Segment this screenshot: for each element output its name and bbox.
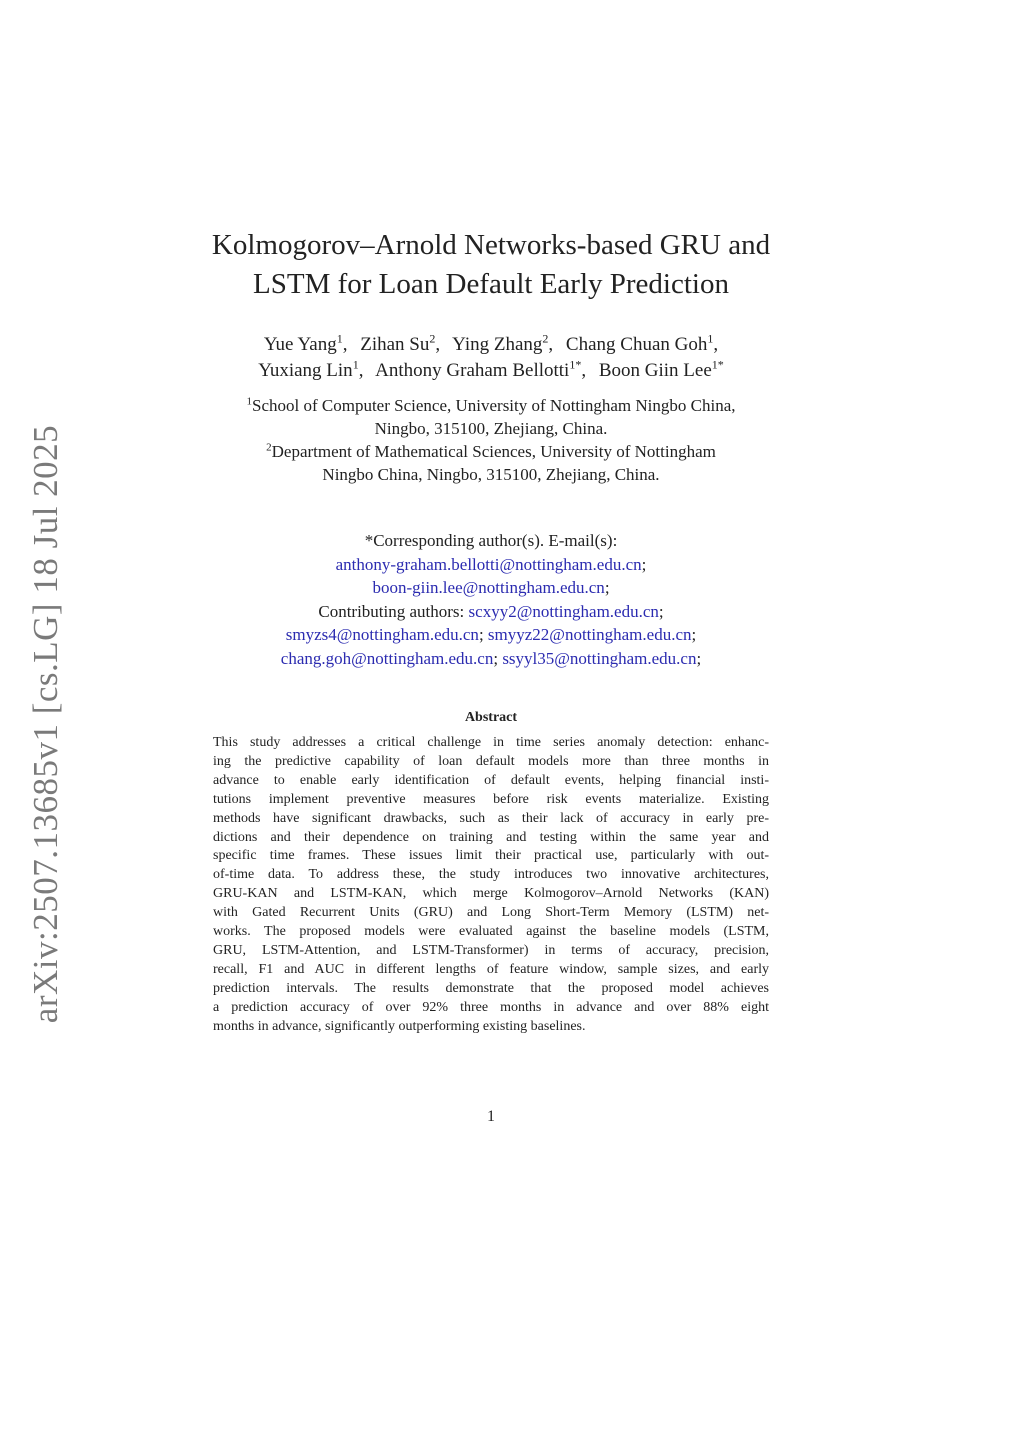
email-line: chang.goh@nottingham.edu.cn; ssyyl35@nottingham.edu.cn; [280,648,702,668]
affiliations [150,394,832,486]
abstract-line: a prediction accuracy of over 92% three months in advance and over 88% eight [213,999,769,1015]
email-link[interactable]: boon-giin.lee@nottingham.edu.cn [372,578,605,597]
correspondence-block [150,529,832,670]
contributing-label: Contributing authors: [318,601,465,621]
abstract-line: prediction intervals. The results demonstrate that the proposed model achieves [213,980,769,996]
abstract-line: months in advance, significantly outperforming existing baselines. [213,1018,586,1034]
abstract-body [213,734,769,1037]
abstract-line: GRU, LSTM-Attention, and LSTM-Transformer) in terms of accuracy, precision, [213,942,769,958]
author-list [150,332,832,384]
abstract-line: methods have significant drawbacks, such as their lack of accuracy in early pre- [213,810,769,826]
email-line: anthony-graham.bellotti@nottingham.edu.cn; [335,554,647,574]
affiliation-2-line-2: Ningbo China, Ningbo, 315100, Zhejiang, China. [322,465,660,484]
abstract-line: specific time frames. These issues limit their practical use, particularly with out- [213,848,769,864]
abstract-line: works. The proposed models were evaluated against the baseline models (LSTM, [213,924,769,940]
email-link[interactable]: smyzs4@nottingham.edu.cn [285,625,479,644]
abstract-line: tutions implement preventive measures before risk events materialize. Existing [213,791,769,807]
abstract-heading: Abstract [464,710,518,725]
abstract-line: recall, F1 and AUC in different lengths of feature window, sample sizes, and early [213,961,769,977]
abstract-line: ing the predictive capability of loan default models more than three months in [213,753,769,769]
affiliation-1-line-2: Ningbo, 315100, Zhejiang, China. [374,419,608,438]
author: Yuxiang Lin$^1$, [258,357,364,381]
paper-title [150,226,832,304]
author: Yue Yang$^1$, [263,331,348,355]
email-line: boon-giin.lee@nottingham.edu.cn; [372,578,610,597]
abstract-line: advance to enable early identification of default events, helping financial insti- [213,772,769,788]
email-link[interactable]: scxyy2@nottingham.edu.cn [468,601,659,621]
author: Anthony Graham Bellotti$^{1*}$, [375,357,587,381]
email-link[interactable]: ssyyl35@nottingham.edu.cn [502,648,697,668]
author: Chang Chuan Goh$^1$, [565,331,719,355]
page-number: 1 [487,1108,495,1125]
author: Zihan Su$^2$, [360,331,441,355]
email-link[interactable]: anthony-graham.bellotti@nottingham.edu.cn [335,554,642,574]
affiliation-2-line-1: $^2$Department of Mathematical Sciences, University of Nottingham [266,441,716,461]
author-line-2 [150,358,832,384]
title-line-1: Kolmogorov–Arnold Networks-based GRU and [211,229,771,261]
email-link[interactable]: chang.goh@nottingham.edu.cn [280,648,494,668]
email-line: smyzs4@nottingham.edu.cn; smyyz22@nottingham.edu.cn; [285,625,697,644]
author-line-1 [150,332,832,358]
abstract-line: dictions and their dependence on training and testing within the same year and [213,829,769,845]
abstract-line: This study addresses a critical challenge in time series anomaly detection: enhanc- [213,735,769,750]
title-line-2: LSTM for Loan Default Early Prediction [253,268,729,300]
email-link[interactable]: smyyz22@nottingham.edu.cn [487,625,692,644]
author: Boon Giin Lee$^{1*}$ [598,357,724,381]
abstract-line: GRU-KAN and LSTM-KAN, which merge Kolmogorov–Arnold Networks (KAN) [213,886,769,902]
contributing-line: Contributing authors: scxyy2@nottingham.edu.cn; [318,601,664,621]
author: Ying Zhang$^2$, [452,331,554,355]
arxiv-identifier-stamp: arXiv:2507.13685v1 [cs.LG] 18 Jul 2025 [26,424,65,1024]
corresponding-heading: *Corresponding author(s). E-mail(s): [364,531,618,550]
abstract-line: with Gated Recurrent Units (GRU) and Long Short-Term Memory (LSTM) net- [213,905,769,921]
affiliation-1-line-1: $^1$School of Computer Science, University of Nottingham Ningbo China, [246,395,736,415]
abstract-line: of-time data. To address these, the study introduces two innovative architectures, [213,867,769,883]
